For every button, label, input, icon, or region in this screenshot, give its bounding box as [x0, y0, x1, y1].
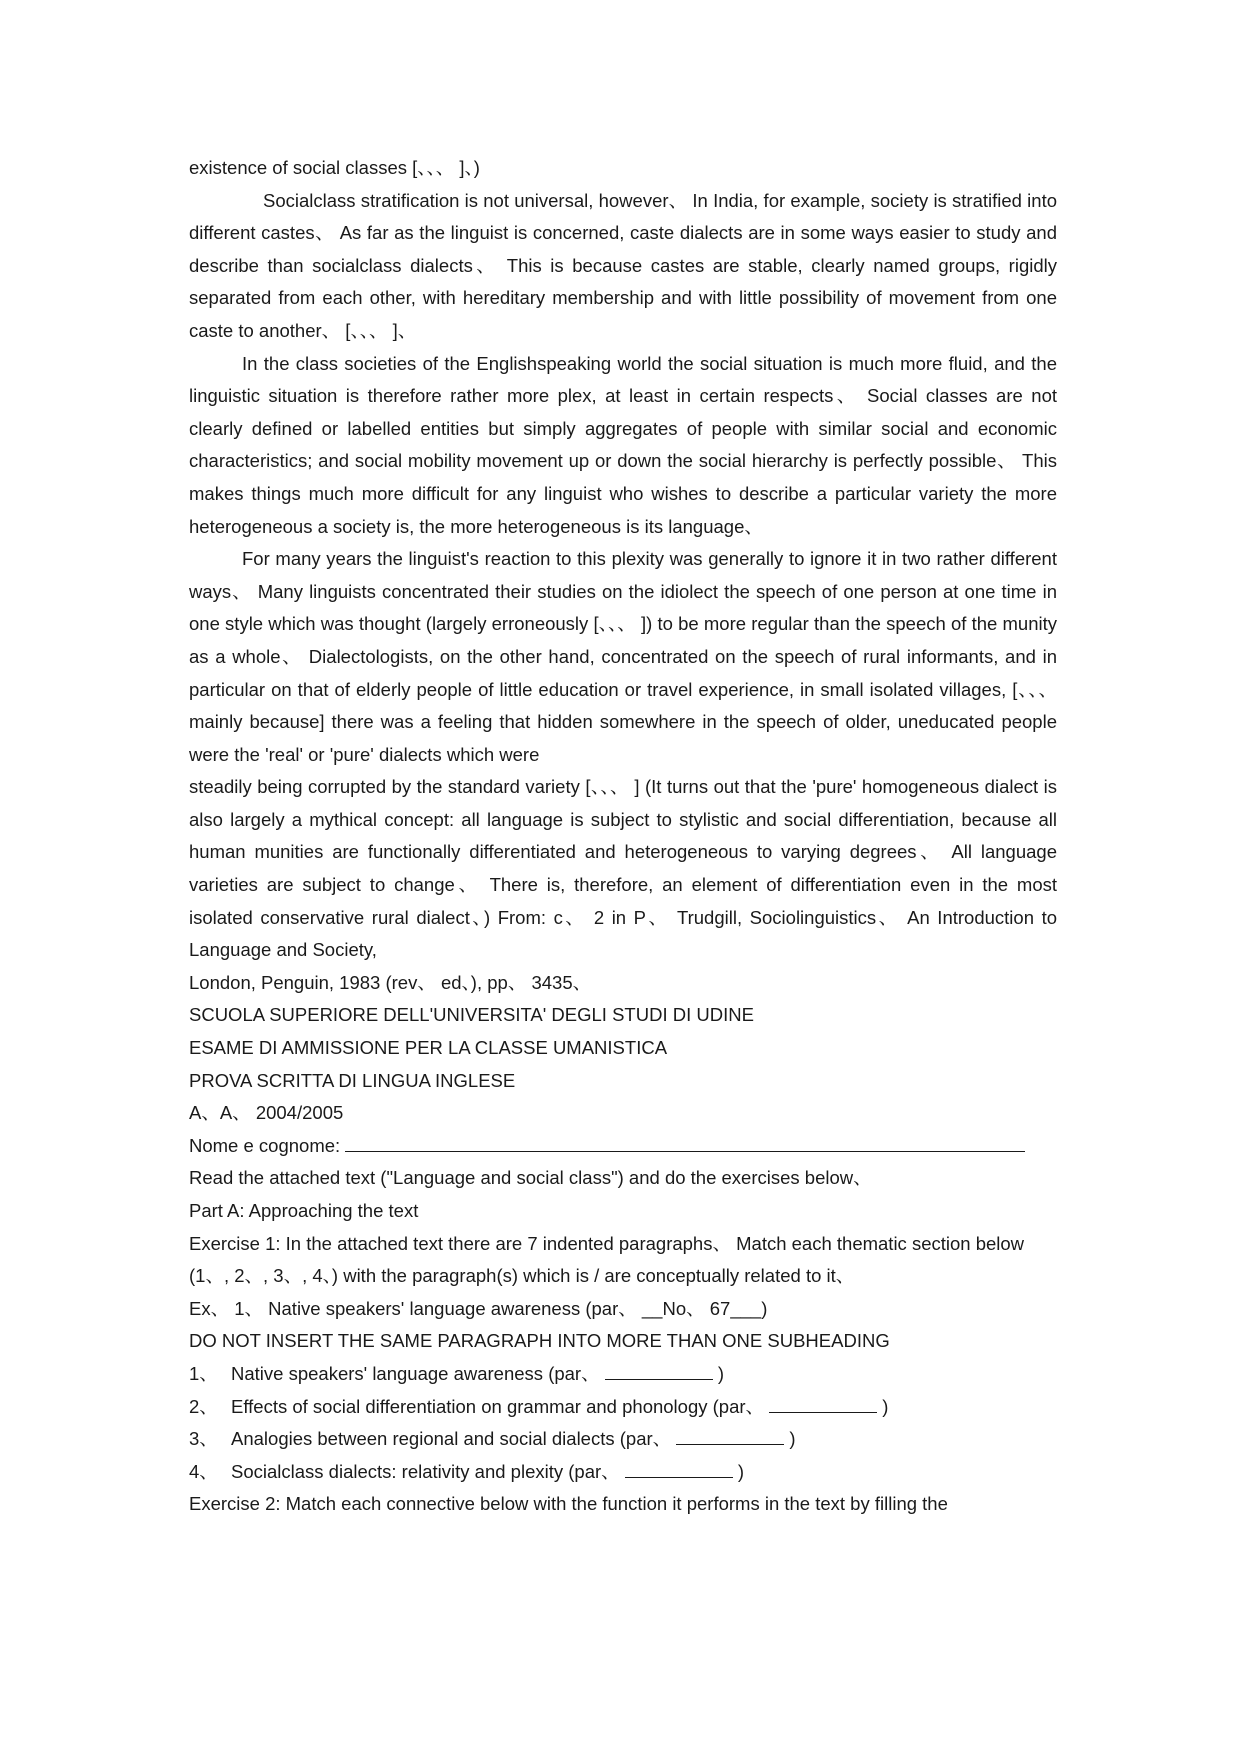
exercise-item [189, 1358, 1057, 1391]
warning-text: DO NOT INSERT THE SAME PARAGRAPH INTO MORE THAN ONE SUBHEADING [189, 1330, 890, 1352]
item-text: Effects of social differentiation on grammar and phonology (par、 [231, 1395, 770, 1417]
exercise-item [189, 1423, 1057, 1456]
item-close: ) [784, 1428, 796, 1450]
answer-blank[interactable] [676, 1424, 784, 1445]
exercise-item [189, 1391, 1057, 1424]
answer-blank[interactable] [769, 1392, 877, 1413]
item-number: 3、 [189, 1428, 218, 1450]
item-close: ) [877, 1395, 889, 1417]
exercise-1-text: Exercise 1: In the attached text there are 7 indented paragraphs、 Match each thematic section below (1、, 2、, 3、, 4、) with the paragraph(s) which is / are conceptually related to it、 [189, 1232, 1025, 1287]
instructions: Read the attached text ("Language and social class") and do the exercises below、 [189, 1167, 872, 1189]
citation: London, Penguin, 1983 (rev、 ed、), pp、 3435、 [189, 971, 592, 993]
example-item: Ex、 1、 Native speakers' language awareness (par、 __No、 67___) [189, 1297, 768, 1319]
test-heading: PROVA SCRITTA DI LINGUA INGLESE [189, 1069, 516, 1091]
item-text: Native speakers' language awareness (par、 [231, 1362, 605, 1384]
paragraph-caste: Socialclass stratification is not universal, however、 In India, for example, society is stratified into different castes、 As far as the linguist is concerned, caste dialects are in some ways easier to study and describe than socialclass dialects、 This is because castes are stable, clearly named groups, rigidly separated from each other, with hereditary membership and with little possibility of movement from one caste to another、 [、、、 ]、 [189, 189, 1057, 341]
name-label: Nome e cognome: [189, 1134, 346, 1156]
admission-heading: ESAME DI AMMISSIONE PER LA CLASSE UMANISTICA [189, 1037, 668, 1059]
exercise-item [189, 1456, 1057, 1489]
exercise-2-text: Exercise 2: Match each connective below with the function it performs in the text by filling the [189, 1493, 948, 1515]
answer-blank[interactable] [605, 1359, 713, 1380]
item-number: 1、 [189, 1362, 218, 1384]
paragraph-linguist-reaction: For many years the linguist's reaction to this plexity was generally to ignore it in two rather different ways、 Many linguists concentrated their studies on the idiolect the speech of one person at one time in one style which was thought (largely erroneously [、、、 ]) to be more regular than the speech of the munity as a whole、 Dialectologists, on the other hand, concentrated on the speech of rural informants, and in particular on that of elderly people of little education or travel experience, in small isolated villages, [、、、 mainly because] there was a feeling that hidden somewhere in the speech of older, uneducated people were the 'real' or 'pure' dialects which were [189, 548, 1057, 765]
item-number: 4、 [189, 1460, 218, 1482]
document-page [189, 152, 1057, 1521]
paragraph-class-societies: In the class societies of the Englishspeaking world the social situation is much more fluid, and the linguistic situation is therefore rather more plex, at least in certain respects、 Social classes are not clearly defined or labelled entities but simply aggregates of people with similar social and economic characteristics; and social mobility movement up or down the social hierarchy is perfectly possible、 This makes things much more difficult for any linguist who wishes to describe a particular variety the more heterogeneous a society is, the more heterogeneous is its language、 [189, 352, 1057, 537]
item-number: 2、 [189, 1395, 218, 1417]
name-field[interactable] [345, 1131, 1025, 1152]
part-a-heading: Part A: Approaching the text [189, 1200, 419, 1221]
item-close: ) [712, 1362, 725, 1384]
item-close: ) [732, 1460, 745, 1482]
name-row [189, 1130, 1057, 1163]
passage-continuation: existence of social classes [、、、 ]、) [189, 157, 480, 178]
paragraph-standard-variety: steadily being corrupted by the standard variety [、、、 ] (It turns out that the 'pure' homogeneous dialect is also largely a mythical concept: all language is subject to stylistic and social differentiation, because all human munities are functionally differentiated and heterogeneous to varying degrees、 All language varieties are subject to change、 There is, therefore, an element of differentiation even in the most isolated conservative rural dialect、) From: c、 2 in P、 Trudgill, Sociolinguistics、 An Introduction to Language and Society, [189, 776, 1057, 961]
answer-blank[interactable] [625, 1457, 733, 1478]
school-heading: SCUOLA SUPERIORE DELL'UNIVERSITA' DEGLI STUDI DI UDINE [189, 1004, 754, 1026]
academic-year: A、A、 2004/2005 [189, 1102, 344, 1124]
item-text: Socialclass dialects: relativity and plexity (par、 [231, 1460, 625, 1482]
item-text: Analogies between regional and social dialects (par、 [231, 1428, 677, 1450]
